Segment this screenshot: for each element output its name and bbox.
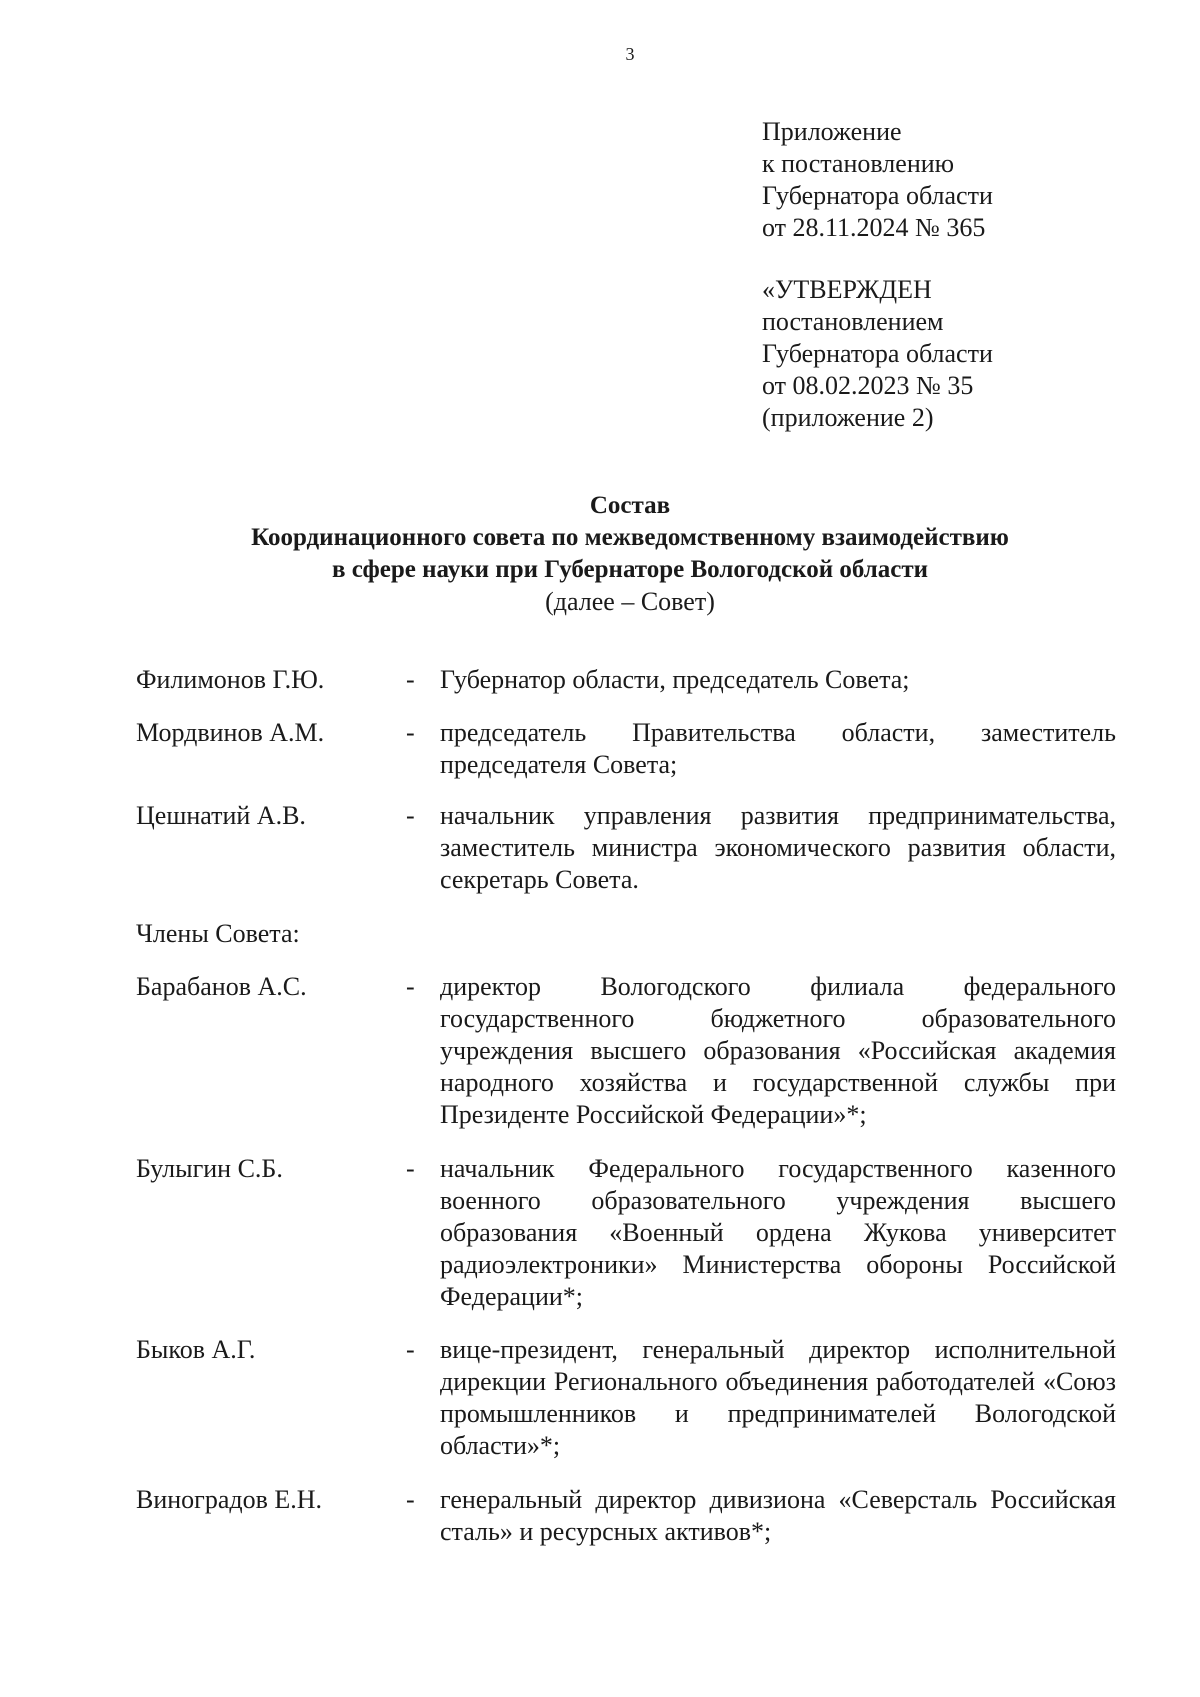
member-dash: - [406, 1485, 415, 1514]
member-name: Мордвинов А.М. [136, 718, 325, 747]
member-role: председатель Правительства области, заместитель председателя Совета; [440, 718, 1116, 779]
member-name: Виноградов Е.Н. [136, 1485, 323, 1514]
appendix-line: к постановлению [762, 149, 955, 178]
member-name: Булыгин С.Б. [136, 1154, 283, 1183]
member-dash: - [406, 1335, 415, 1364]
member-name: Быков А.Г. [136, 1335, 256, 1364]
title-line-2: Координационного совета по межведомственному взаимодействию [251, 524, 1009, 551]
member-role: генеральный директор дивизиона «Северсталь Российская сталь» и ресурсных активов*; [440, 1485, 1116, 1546]
title-line-4: (далее – Совет) [545, 587, 715, 616]
member-role: начальник Федерального государственного казенного военного образовательного учреждения высшего образования «Военный ордена Жукова университет радиоэлектроники» Министерства обороны Российской Федерации*; [440, 1154, 1116, 1311]
appendix-line: от 28.11.2024 № 365 [762, 213, 986, 242]
member-role: вице-президент, генеральный директор исполнительной дирекции Регионального объединения работодателей «Союз промышленников и предпринимателей Вологодской области»*; [440, 1335, 1116, 1460]
member-name: Филимонов Г.Ю. [136, 665, 325, 694]
member-dash: - [406, 718, 415, 747]
member-dash: - [406, 972, 415, 1001]
member-dash: - [406, 665, 415, 694]
title-line-3: в сфере науки при Губернаторе Вологодской области [331, 556, 929, 583]
member-dash: - [406, 1154, 415, 1183]
appendix-line: Приложение [762, 117, 902, 146]
member-role: директор Вологодского филиала федерального государственного бюджетного образовательного учреждения высшего образования «Российская академия народного хозяйства и государственной службы при Президенте Российской Федерации»*; [440, 972, 1116, 1129]
title-line-1: Состав [589, 492, 671, 519]
members-label: Члены Совета: [136, 919, 300, 948]
approval-line: от 08.02.2023 № 35 [762, 371, 974, 400]
approval-line: постановлением [762, 307, 944, 336]
member-role: начальник управления развития предпринимательства, заместитель министра экономического развития области, секретарь Совета. [440, 801, 1116, 894]
document-title [0, 490, 1200, 618]
member-name: Цешнатий А.В. [136, 801, 306, 830]
member-name: Барабанов А.С. [136, 972, 307, 1001]
member-dash: - [406, 801, 415, 830]
approval-stamp-block [762, 274, 993, 434]
approval-line: (приложение 2) [762, 403, 934, 432]
member-role: Губернатор области, председатель Совета; [440, 665, 910, 694]
approval-line: «УТВЕРЖДЕН [762, 275, 932, 304]
page-number: 3 [625, 44, 635, 64]
appendix-line: Губернатора области [762, 181, 993, 210]
appendix-block [762, 116, 993, 244]
approval-line: Губернатора области [762, 339, 993, 368]
